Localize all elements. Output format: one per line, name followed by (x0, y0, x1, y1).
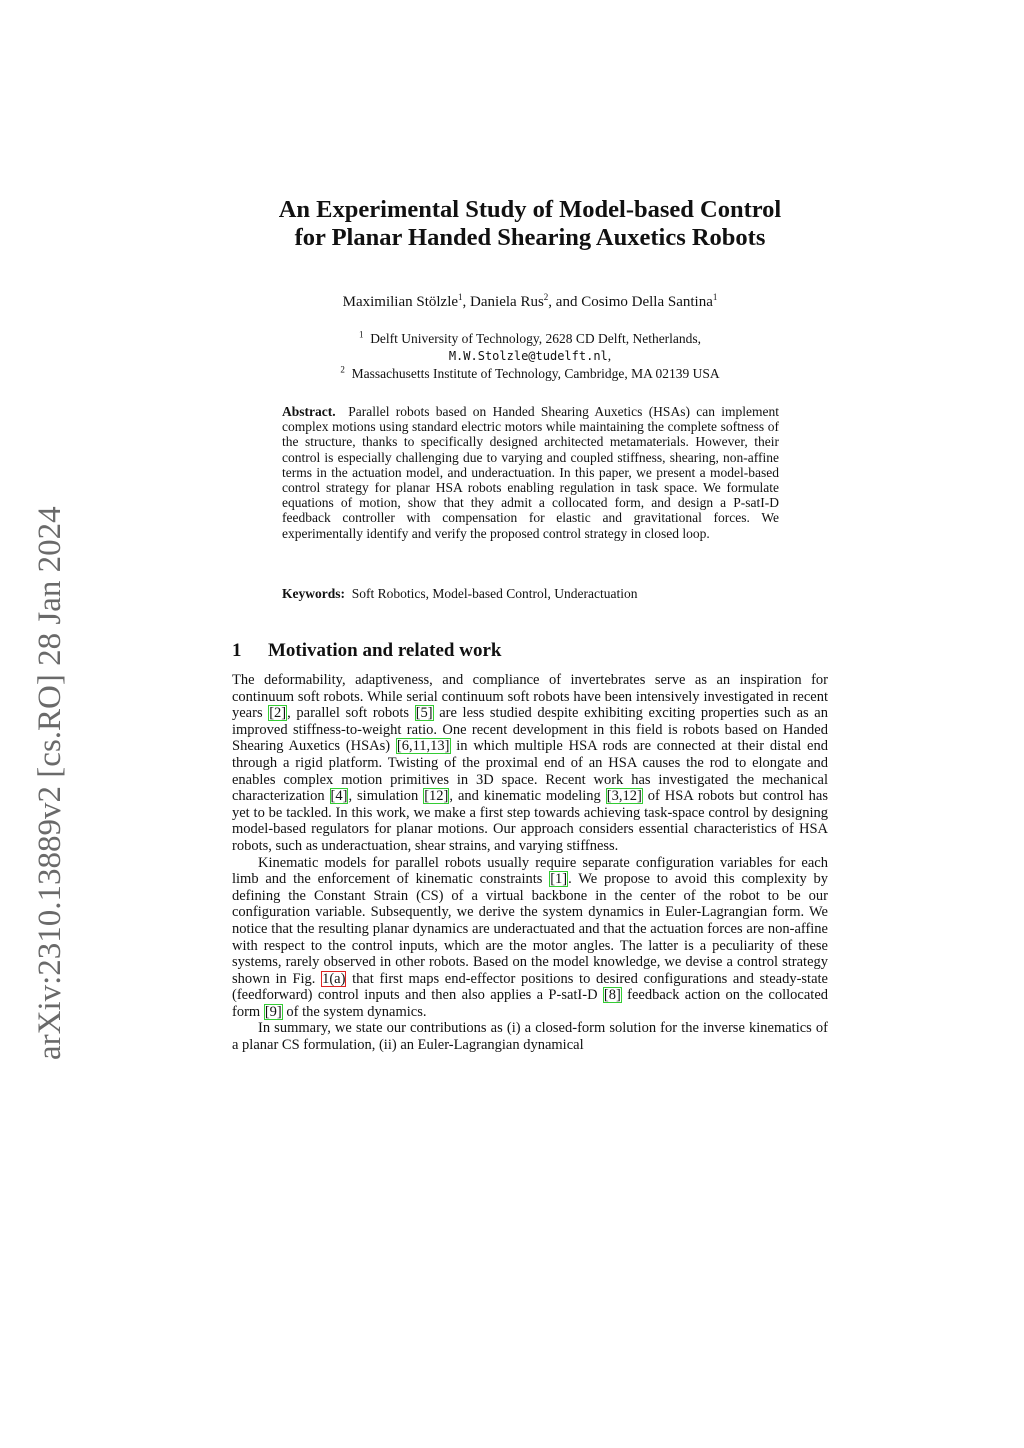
paragraph-text: that first maps end-effector positions to desired configurations and steady-state (feedforward) control inputs and then also applies a P-satI-D (232, 970, 828, 1004)
affiliation-1-text: Delft University of Technology, 2628 CD Delft, Netherlands, (370, 331, 702, 346)
section-number: 1 (232, 640, 242, 661)
email-suffix: , (607, 348, 612, 363)
keywords-label: Keywords: (282, 586, 345, 601)
title-line-2: for Planar Handed Shearing Auxetics Robots (294, 224, 766, 251)
author-separator: , (462, 294, 471, 310)
paragraph-2 (232, 855, 828, 1021)
section-body (232, 672, 828, 1054)
paragraph-3 (232, 1020, 828, 1053)
paragraph-text: of HSA robots but control has yet to be tackled. In this work, we make a first step towards achieving task-space control by designing model-based regulators for planar motions. Our approach considers essential characteristics of HSA robots, such as underactuation, shear strains, and varying stiffness. (232, 788, 828, 854)
affiliation-2 (200, 365, 860, 382)
abstract-text: Parallel robots based on Handed Shearing Auxetics (HSAs) can implement complex motions using standard electric motors while maintaining the complete softness of the structure, thanks to specifically designed architected metamaterials. However, their control is especially challenging due to varying and coupled stiffness, shearing, non-affine terms in the actuation model, and underactuation. In this paper, we present a model-based control strategy for planar HSA robots enabling regulation in task space. We formulate equations of motion, show that they admit a collocated form, and design a P-satI-D feedback controller with compensation for elastic and gravitational forces. We experimentally identify and verify the proposed control strategy in closed loop. (282, 404, 779, 541)
citation-link[interactable]: [8] (603, 987, 621, 1004)
paragraph-text: of the system dynamics. (282, 1003, 427, 1020)
affiliations (200, 330, 860, 382)
citation-link[interactable]: [2] (269, 705, 287, 722)
paragraph-text: in which multiple HSA rods are connected at their distal end through a rigid platform. Twisting of the proximal end of an HSA causes the rod to elongate and enables complex motion primitives in 3D space. Recent work has investigated the mechanical characterization (232, 738, 828, 805)
author-3-affil: 1 (712, 292, 718, 302)
author-2-affil: 2 (543, 292, 549, 302)
paragraph-1 (232, 672, 828, 855)
paragraph-text: , simulation (348, 788, 424, 805)
paragraph-text: The deformability, adaptiveness, and compliance of invertebrates serve as an inspiration for continuum soft robots. While serial continuum soft robots have been intensively investigated in recent years (232, 672, 828, 722)
citation-link[interactable]: [3,12] (606, 788, 642, 805)
affiliation-1-mark: 1 (358, 329, 364, 340)
author-3: Cosimo Della Santina (581, 294, 713, 310)
author-2: Daniela Rus (470, 294, 544, 310)
keywords (282, 586, 779, 602)
author-1-affil: 1 (458, 292, 463, 302)
section-title: Motivation and related work (268, 640, 502, 661)
figure-reference-link[interactable]: 1(a) (322, 970, 346, 987)
citation-link[interactable]: [6,11,13] (396, 738, 450, 755)
abstract-label: Abstract. (282, 404, 336, 419)
citation-link[interactable]: [1] (550, 871, 568, 888)
arxiv-identifier: arXiv:2310.13889v2 [cs.RO] 28 Jan 2024 (32, 506, 68, 1060)
affiliation-1 (200, 330, 860, 347)
author-1: Maximilian Stölzle (342, 294, 459, 310)
paragraph-text: are less studied despite exhibiting exciting properties such as an improved stiffness-to-weight ratio. One recent development in this field is robots based on Handed Shearing Auxetics (HSAs) (232, 705, 828, 755)
citation-link[interactable]: [5] (415, 705, 433, 722)
title-line-1: An Experimental Study of Model-based Control (278, 196, 782, 223)
paragraph-text: , and kinematic modeling (449, 788, 606, 805)
affiliation-2-text: Massachusetts Institute of Technology, Cambridge, MA 02139 USA (351, 366, 720, 381)
paper-title (200, 196, 860, 252)
affiliation-email-line (200, 347, 860, 365)
paragraph-text: In summary, we state our contributions as (i) a closed-form solution for the inverse kinematics of a planar CS formulation, (ii) an Euler-Lagrangian dynamical (232, 1020, 828, 1054)
keywords-text: Soft Robotics, Model-based Control, Underactuation (351, 586, 638, 601)
paragraph-text: Kinematic models for parallel robots usually require separate configuration variables for each limb and the enforcement of kinematic constraints (232, 854, 828, 888)
abstract (282, 404, 779, 541)
affiliation-2-mark: 2 (340, 364, 345, 375)
paragraph-text: . We propose to avoid this complexity by defining the Constant Strain (CS) of a virtual backbone in the center of the robot to be our configuration variable. Subsequently, we derive the system dynamics in Euler-Lagrangian form. We notice that the resulting planar dynamics are underactuated and that the actuation forces are non-affine with respect to the control inputs, which are the motor angles. The latter is a peculiarity of these systems, rarely observed in other robots. Based on the model knowledge, we devise a control strategy shown in Fig. (232, 871, 828, 987)
citation-link[interactable]: [12] (424, 788, 449, 805)
author-separator: , and (548, 294, 582, 310)
paragraph-text: feedback action on the collocated form (232, 987, 829, 1020)
author-list (200, 292, 860, 312)
paragraph-text: , parallel soft robots (287, 705, 415, 722)
section-heading (232, 640, 832, 662)
citation-link[interactable]: [9] (264, 1003, 282, 1020)
citation-link[interactable]: [4] (330, 788, 348, 805)
author-email[interactable]: M.W.Stolzle@tudelft.nl (448, 349, 608, 363)
